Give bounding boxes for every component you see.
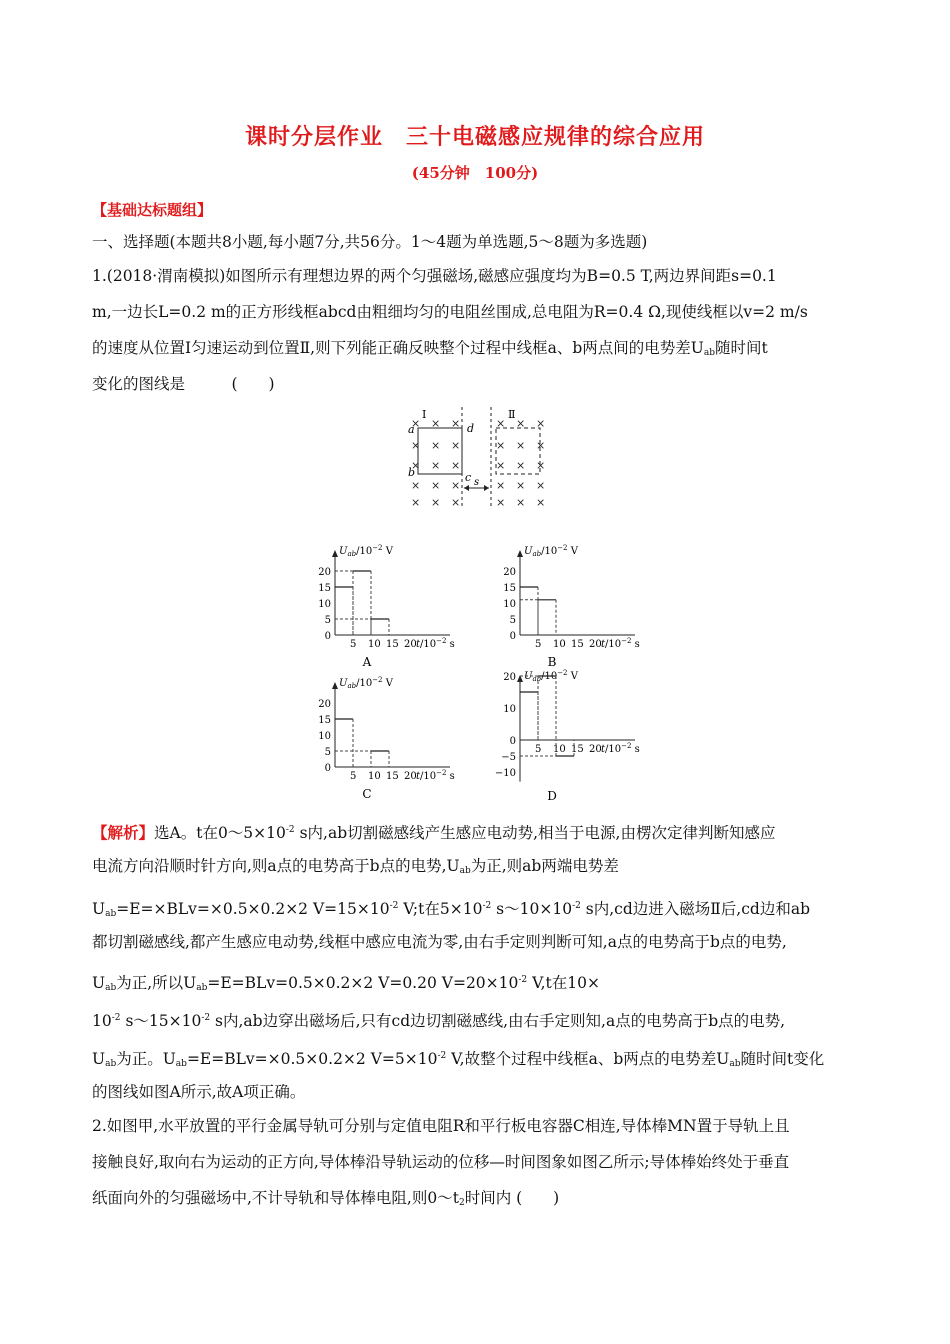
page-subtitle: (45分钟 100分) bbox=[411, 164, 539, 182]
y-tick-label: 15 bbox=[318, 715, 331, 726]
q1-line-1: 1.(2018·渭南模拟)如图所示有理想边界的两个匀强磁场,磁感应强度均为B=0.5 T,两边界间距s=0.1 bbox=[92, 267, 777, 285]
field-cross: × bbox=[451, 479, 461, 492]
field-cross: × bbox=[536, 496, 546, 509]
graph-option-label: D bbox=[547, 789, 557, 803]
region-I-label: Ⅰ bbox=[422, 408, 427, 421]
field-figure bbox=[400, 405, 560, 510]
field-cross: × bbox=[516, 439, 526, 452]
y-tick-label: 15 bbox=[503, 583, 516, 594]
field-cross: × bbox=[411, 417, 421, 430]
x-tick-label: 15 bbox=[386, 771, 399, 782]
field-cross: × bbox=[496, 439, 506, 452]
field-cross: × bbox=[516, 459, 526, 472]
field-cross: × bbox=[536, 439, 546, 452]
q1-line-4: 变化的图线是 ( ) bbox=[92, 375, 275, 393]
y-tick-label: 10 bbox=[503, 704, 516, 715]
field-cross: × bbox=[431, 496, 441, 509]
graph-option-label: A bbox=[362, 655, 372, 669]
field-cross: × bbox=[411, 479, 421, 492]
field-cross: × bbox=[431, 459, 441, 472]
field-cross: × bbox=[451, 417, 461, 430]
x-tick-label: 15 bbox=[571, 744, 584, 755]
y-axis-label: $U_{ab}/10^{-2}$ V bbox=[339, 544, 393, 558]
analysis-line-1: 【解析】选A。t在$0\sim 5\times 10^{-2}$ s内,ab切割磁感线产生感应电动势,相当于电源,由楞次定律判断知感应 bbox=[92, 823, 776, 842]
x-axis-label: $t/10^{-2}$ s bbox=[601, 742, 640, 755]
x-tick-label: 10 bbox=[368, 771, 381, 782]
field-cross: × bbox=[451, 439, 461, 452]
field-cross: × bbox=[496, 417, 506, 430]
field-cross: × bbox=[411, 439, 421, 452]
analysis-line-8: 的图线如图A所示,故A项正确。 bbox=[92, 1083, 306, 1101]
y-tick-label: 10 bbox=[318, 599, 331, 610]
y-tick-label: 0 bbox=[324, 763, 331, 774]
y-tick-label: 10 bbox=[503, 599, 516, 610]
y-tick-label: 5 bbox=[324, 747, 331, 758]
field-cross: × bbox=[431, 479, 441, 492]
x-axis-label: $t/10^{-2}$ s bbox=[416, 637, 455, 650]
field-cross: × bbox=[431, 439, 441, 452]
x-tick-label: 20 bbox=[589, 744, 602, 755]
analysis-line-5: $U_{ab}$为正,所以$U_{ab}=E=BLv=0.5\times 0.2\times 2$ V=0.20 $V=20\times 10^{-2}$ V,t在10× bbox=[92, 974, 600, 993]
x-tick-label: 10 bbox=[553, 744, 566, 755]
y-axis-arrow bbox=[332, 550, 338, 557]
y-axis-label: $U_{ab}/10^{-2}$ V bbox=[524, 544, 578, 558]
field-cross: × bbox=[496, 496, 506, 509]
y-tick-label: 0 bbox=[509, 631, 516, 642]
field-cross: × bbox=[516, 496, 526, 509]
y-tick-label: −5 bbox=[501, 752, 516, 763]
analysis-line-3: $U_{ab}=E=\times BLv=\times 0.5\times 0.2\times 2$ $V=15\times 10^{-2}$ V;t在$5\times 10^{-2}$ $s\sim 10\times 10^{-2}$ s内,cd边进入磁场Ⅱ后,cd边和ab bbox=[92, 900, 810, 919]
y-tick-label: 5 bbox=[509, 615, 516, 626]
field-cross: × bbox=[431, 417, 441, 430]
x-tick-label: 20 bbox=[404, 639, 417, 650]
graph-C bbox=[305, 672, 475, 804]
field-cross: × bbox=[516, 479, 526, 492]
x-tick-label: 15 bbox=[571, 639, 584, 650]
q1-line-2: m,一边长L=0.2 m的正方形线框abcd由粗细均匀的电阻丝围成,总电阻为R=0.4 Ω,现使线框以v=2 m/s bbox=[92, 303, 808, 321]
y-tick-label: 0 bbox=[324, 631, 331, 642]
field-cross: × bbox=[536, 479, 546, 492]
field-cross: × bbox=[411, 496, 421, 509]
corner-d: d bbox=[467, 422, 475, 435]
page-title: 课时分层作业 三十电磁感应规律的综合应用 bbox=[244, 124, 705, 150]
region-II-label: Ⅱ bbox=[508, 408, 516, 421]
corner-a: a bbox=[408, 423, 415, 436]
graph-option-label: B bbox=[547, 655, 557, 669]
q2-line-1: 2.如图甲,水平放置的平行金属导轨可分别与定值电阻R和平行板电容器C相连,导体棒MN置于导轨上且 bbox=[92, 1117, 790, 1135]
field-cross: × bbox=[496, 479, 506, 492]
q2-line-2: 接触良好,取向右为运动的正方向,导体棒沿导轨运动的位移—时间图象如图乙所示;导体棒始终处于垂直 bbox=[92, 1153, 790, 1171]
y-axis-label: $U_{ab}/10^{-2}$ V bbox=[524, 669, 578, 683]
y-tick-label: −10 bbox=[494, 768, 516, 779]
gap-s-label: s bbox=[474, 477, 480, 488]
y-tick-label: 20 bbox=[318, 699, 331, 710]
analysis-line-7: $U_{ab}$为正。$U_{ab}=E=BLv=\times 0.5\times 0.2\times 2$ $V=5\times 10^{-2}$ V,故整个过程中线框a、b两点的电势差$U_{ab}$随时间t变化 bbox=[92, 1050, 825, 1069]
q2-line-3: 纸面向外的匀强磁场中,不计导轨和导体棒电阻,则$0\sim t_2$时间内 ( ) bbox=[92, 1189, 560, 1208]
x-tick-label: 5 bbox=[350, 639, 357, 650]
y-axis-arrow bbox=[517, 550, 523, 557]
x-tick-label: 5 bbox=[350, 771, 357, 782]
x-tick-label: 10 bbox=[368, 639, 381, 650]
x-axis-label: $t/10^{-2}$ s bbox=[416, 769, 455, 782]
section-label: 【基础达标题组】 bbox=[92, 201, 213, 219]
analysis-line-4: 都切割磁感线,都产生感应电动势,线框中感应电流为零,由右手定则判断可知,a点的电势高于b点的电势, bbox=[92, 933, 787, 951]
y-axis-arrow bbox=[332, 682, 338, 689]
x-tick-label: 5 bbox=[535, 639, 542, 650]
graph-B bbox=[490, 540, 660, 672]
analysis-line-2: 电流方向沿顺时针方向,则a点的电势高于b点的电势$,U_{ab}$为正,则ab两端电势差 bbox=[92, 857, 619, 876]
y-axis-label: $U_{ab}/10^{-2}$ V bbox=[339, 676, 393, 690]
part-heading: 一、选择题(本题共8小题,每小题7分,共56分。1～4题为单选题,5～8题为多选题) bbox=[92, 233, 648, 251]
field-cross: × bbox=[451, 496, 461, 509]
x-tick-label: 20 bbox=[404, 771, 417, 782]
x-tick-label: 5 bbox=[535, 744, 542, 755]
y-tick-label: 20 bbox=[318, 567, 331, 578]
corner-b: b bbox=[408, 466, 416, 479]
q1-line-3: 的速度从位置Ⅰ匀速运动到位置Ⅱ,则下列能正确反映整个过程中线框a、b两点间的电势差$U_{ab}$随时间t bbox=[92, 339, 768, 358]
field-cross: × bbox=[536, 459, 546, 472]
x-tick-label: 15 bbox=[386, 639, 399, 650]
field-cross: × bbox=[451, 459, 461, 472]
graph-A bbox=[305, 540, 475, 672]
x-axis-label: $t/10^{-2}$ s bbox=[601, 637, 640, 650]
y-tick-label: 15 bbox=[318, 583, 331, 594]
field-cross: × bbox=[536, 417, 546, 430]
x-tick-label: 10 bbox=[553, 639, 566, 650]
y-tick-label: 0 bbox=[509, 736, 516, 747]
corner-c: c bbox=[465, 471, 472, 484]
y-tick-label: 20 bbox=[503, 672, 516, 683]
y-tick-label: 5 bbox=[324, 615, 331, 626]
y-tick-label: 20 bbox=[503, 567, 516, 578]
x-tick-label: 20 bbox=[589, 639, 602, 650]
analysis-line-6: $10^{-2}$ $s\sim 15\times 10^{-2}$ s内,ab边穿出磁场后,只有cd边切割磁感线,由右手定则知,a点的电势高于b点的电势, bbox=[92, 1012, 786, 1030]
graph-option-label: C bbox=[362, 787, 372, 801]
field-cross: × bbox=[411, 459, 421, 472]
graph-D bbox=[490, 665, 660, 805]
field-cross: × bbox=[496, 459, 506, 472]
field-cross: × bbox=[516, 417, 526, 430]
y-tick-label: 10 bbox=[318, 731, 331, 742]
